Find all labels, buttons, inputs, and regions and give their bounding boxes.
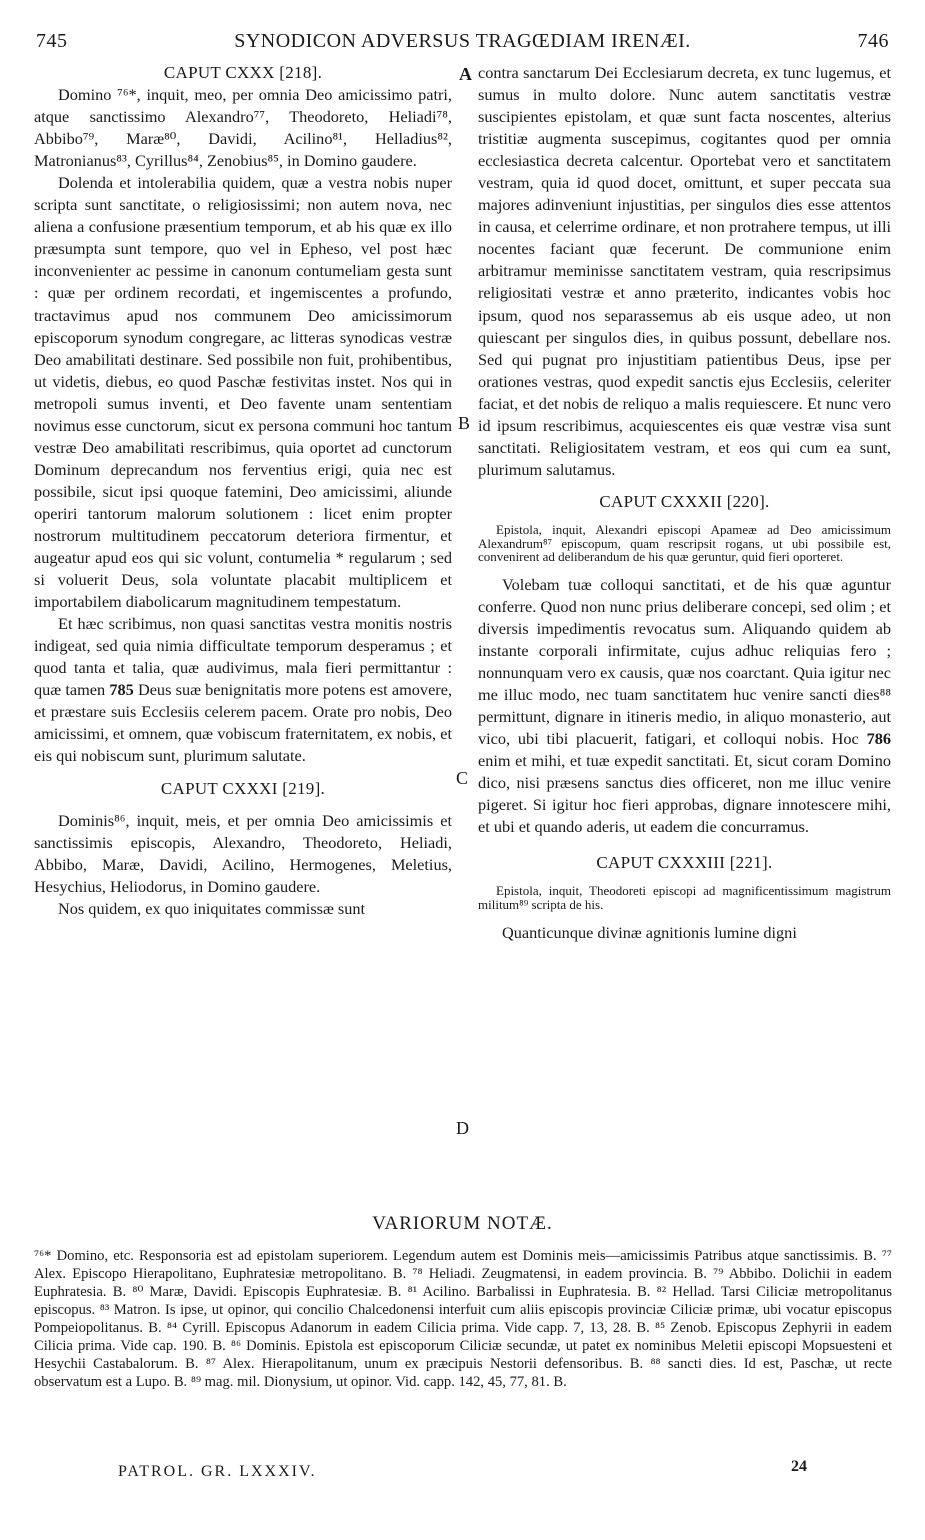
running-title: SYNODICON ADVERSUS TRAGŒDIAM IRENÆI. [234, 30, 691, 52]
margin-marker-b: B [458, 413, 471, 433]
body-paragraph: Dolenda et intolerabilia quidem, quæ a vestra nobis nuper scripta sunt sanctitate, o religiosissimi; non autem nova, nec aliena a confusione præsentium temporum, et ab his quæ ex illo præsumpta sunt tempore, quo vel in Epheso, vel post hæc inconvenienter ac pessime in canonum contumeliam gesta sunt : quæ per ordinem recordati, et ingemiscentes a profundo, tractavimus apud nos communem Deo amicissimorum episcoporum synodum congregare, ac litteras synodicas vestræ Deo amabilitati destinare. Sed possibile non fuit, prohibentibus, ut videtis, diebus, eo quod Paschæ festivitas instet. Nos qui in metropoli sumus inventi, et Deo favente unam sententiam novimus esse cunctorum, sicut ex persona communi hoc tantum vestræ Deo amabilitati rescribimus, quia oportet ad cunctorum Dominum deprecandum nos ferventius erigi, quia nec est possibile, sicut ipsi quoque fatemini, Deo amicissimi, aliunde operiri tantorum malorum solutionem : licet enim propter nostrorum multitudinem peccatorum deteriora firmentur, et augeatur apud eos qui sic volunt, contumelia * regularum ; sed si voluerit Deus, sola voluntate placabit multiplicem et importabilem diabolicarum magnitudinem tempestatum. [34, 173, 452, 612]
left-column [34, 62, 452, 920]
chapter-summary: Epistola, inquit, Theodoreti episcopi ad magnificentissimum magistrum militum⁸⁹ scripta de his. [478, 883, 891, 912]
chapter-summary: Epistola, inquit, Alexandri episcopi Apameæ ad Deo amicissimum Alexandrum⁸⁷ episcopum, quam rescripsit rogans, ut ubi possibile est, convenirent ad deliberandum de his quæ geruntur, quid fieri oporteret. [478, 521, 891, 565]
notes-heading: VARIORUM NOTÆ. [372, 1213, 553, 1234]
salutation-paragraph: Dominis⁸⁶, inquit, meis, et per omnia Deo amicissimis et sanctissimis episcopis, Alexandro, Theodoreto, Heliadi, Abbibo, Maræ, Davidi, Acilino, Hermogenes, Meletius, Hesychius, Heliodorus, in Domino gaudere. [34, 810, 452, 896]
footnotes-text: ⁷⁶* Domino, etc. Responsoria est ad epistolam superiorem. Legendum autem est Dominis meis—amicissimis Patribus atque sanctissimis. B. ⁷⁷ Alex. Episcopo Hierapolitano, Euphratesiæ metropolitano. B. ⁷⁸ Heliadi. Zeugmatensi, in eadem provincia. B. ⁷⁹ Abbibo. Dolichii in eadem Euphratesia. B. ⁸⁰ Maræ, Davidi. Episcopis Euphratesiæ. B. ⁸¹ Acilino. Barbalissi in Euphratesia. B. ⁸² Hellad. Tarsi Ciliciæ metropolitanus episcopus. ⁸³ Matron. Is ipse, ut opinor, qui concilio Chalcedonensi interfuit cum aliis episcopis provinciæ Ciliciæ primæ, ubi vocatur episcopus Pompeiopolitanus. B. ⁸⁴ Cyrill. Episcopus Adanorum in eadem Cilicia prima. Vide capp. 7, 13, 28. B. ⁸⁵ Zenob. Episcopus Zephyrii in eadem Cilicia prima. Vide cap. 190. B. ⁸⁶ Dominis. Epistola est episcoporum Ciliciæ secundæ, ut patet ex nominibus Meletii episcopi Mopsuesteni et Hesychii Castabalorum. B. ⁸⁷ Alex. Hierapolitanum, unum ex præcipuis Nestorii defensoribus. B. ⁸⁸ sancti dies. Id est, Paschæ, ut recte observatum est a Lupo. B. ⁸⁹ mag. mil. Dionysium, ut opinor. Vid. capp. 142, 45, 77, 81. B. [34, 1248, 892, 1390]
body-paragraph [478, 574, 891, 839]
margin-marker-a: A [459, 64, 472, 84]
column-number-785: 785 [109, 680, 134, 700]
body-text: Deus suæ benignitatis more potens est amovere, et præstare suis Ecclesiis celerem pacem. Orate pro nobis, Deo amicissimi, et omnem, quæ vobiscum fraternitatem, ex nobis, et eis qui nobiscum sunt, plurimum salutate. [34, 680, 453, 766]
right-column [478, 62, 891, 944]
footnotes-block [34, 1247, 892, 1391]
gathering-number: 24 [791, 1458, 807, 1475]
chapter-heading-131: CAPUT CXXXI [219]. [160, 778, 326, 798]
page-number-right: 746 [857, 30, 889, 52]
page-number-left: 745 [36, 30, 68, 52]
chapter-heading-132: CAPUT CXXXII [220]. [599, 491, 770, 511]
column-number-786: 786 [866, 729, 891, 749]
body-paragraph: contra sanctarum Dei Ecclesiarum decreta, ex tunc lugemus, et sumus in multo dolore. Nunc autem sanctitatis vestræ suscipientes epistolam, et quæ sunt facta noscentes, alterius tristitiæ augmenta suscepimus, cogitantes quod per omnia ecclesiastica decreta calcentur. Oportebat vero et sanctitatem vestram, quia id quod docet, omittunt, et super peccata sua majores adinveniunt injustitias, per singulos dies esse attentos in causa, et celerrime ordinare, et non protrahere tempus, ut illi nocentes faciant quæ fecerunt. De communione enim arbitramur meminisse sanctitatem vestram, quia rescripsimus religiositati vestræ et anno præterito, indicantes vobis hoc ipsum, quod nos separassemus ab eis usque adeo, ut non quiescant per singulos dies, in quibus possunt, debellare nos. Sed qui pugnat pro injustitiam patientibus Deus, ipse per orationes vestras, quod expedit sanctis ejus Ecclesiis, celeriter faciat, et det nobis de reliquo a malis requiescere. Et nunc vero id ipsum rescribimus, acquiescentes eis quæ vestræ visa sunt sanctitati. Religiositatem vestram, et eos qui cum ea sunt, plurimum salutamus. [478, 63, 891, 479]
salutation-paragraph: Domino ⁷⁶*, inquit, meo, per omnia Deo amicissimo patri, atque sanctissimo Alexandro⁷⁷, Theodoreto, Heliadi⁷⁸, Abbibo⁷⁹, Maræ⁸⁰, Davidi, Acilino⁸¹, Helladius⁸², Matronianus⁸³, Cyrillus⁸⁴, Zenobius⁸⁵, in Domino gaudere. [34, 85, 452, 171]
body-paragraph [34, 613, 452, 767]
body-text: Et hæc scribimus, non quasi sanctitas vestra monitis nostris indigeat, sed quia nimia difficultate temporum desperamus ; et quod tanta et talia, quæ audivimus, mala fieri permittantur : quæ tamen [34, 614, 452, 700]
body-text: enim et mihi, et tuæ expedit sanctitati. Et, sicut coram Domino dico, nisi præsens sanctus dies officeret, non me illuc venire pigeret. Si igitur hoc fieri approbas, dignare innotescere mihi, et ubi et quando aderis, ut eadem die concurramus. [478, 751, 891, 837]
margin-marker-d: D [456, 1118, 469, 1138]
chapter-heading-130: CAPUT CXXX [218]. [163, 63, 323, 82]
body-text: Volebam tuæ colloqui sanctitati, et de his quæ aguntur conferre. Quod non nunc prius deliberare concepi, sed olim ; et diversis impedimentis revocatus sum. Aliquando quidem ab instante corporali infirmitate, cujus adhuc reliquias fero ; nonnunquam vero ex causis, quæ nos coarctant. Quia igitur nec me illuc modo, nec tuam sanctitatem huc venire sancti dies⁸⁸ permittunt, dignare in itineris medio, in aliquo monasterio, aut vico, ubi tibi placuerit, fatigari, et colloqui nobis. Hoc [478, 574, 891, 749]
body-paragraph: Nos quidem, ex quo iniquitates commissæ sunt [58, 898, 366, 918]
series-signature: PATROL. GR. LXXXIV. [118, 1463, 317, 1480]
margin-marker-c: C [456, 768, 469, 788]
running-header [36, 30, 889, 60]
chapter-heading-133: CAPUT CXXXIII [221]. [596, 853, 773, 873]
body-paragraph: Quanticunque divinæ agnitionis lumine digni [502, 922, 797, 942]
